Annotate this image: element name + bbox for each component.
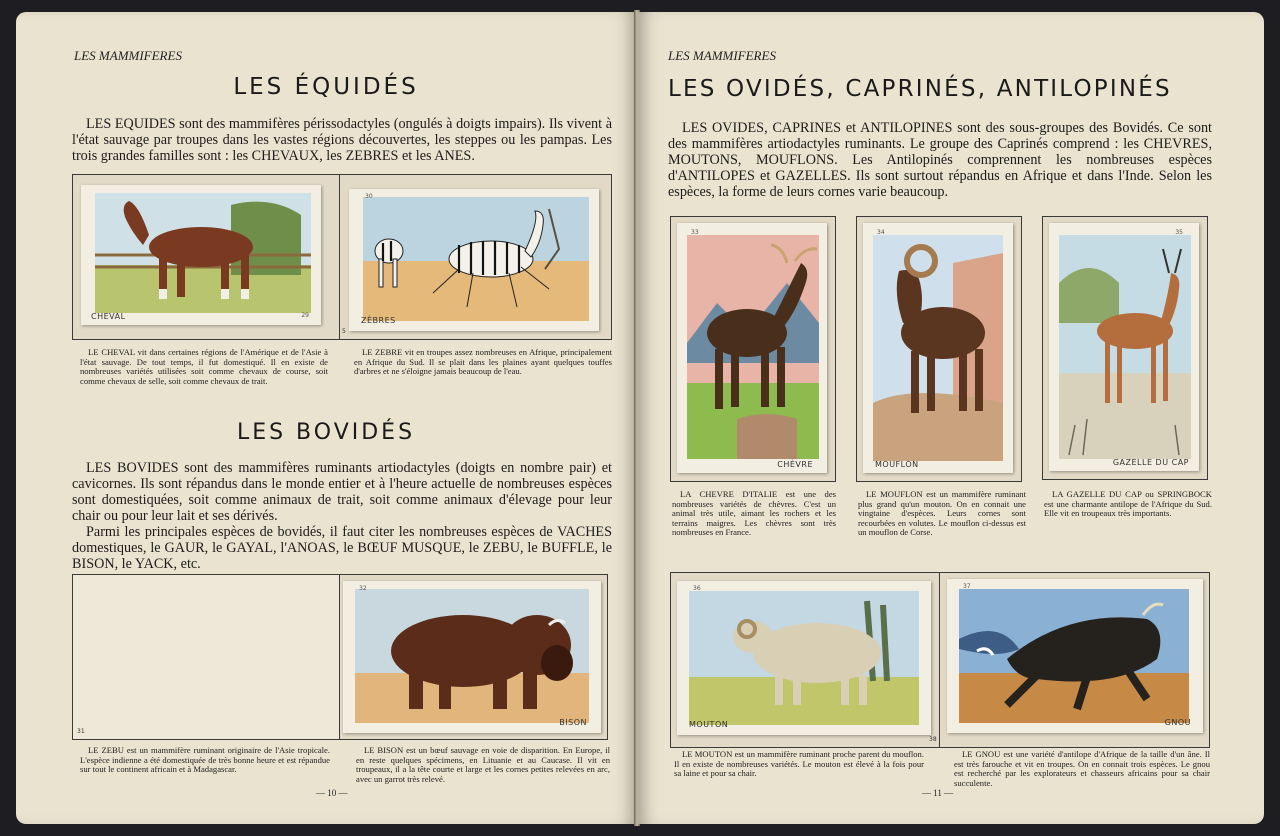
card-label-chevre: CHÈVRE — [777, 460, 813, 469]
caption-zebre: LE ZEBRE vit en troupes assez nombreuses en Afrique, principalement en Afrique du Sud. Il se plait dans les plaines ayant quelques touffes d'arbres et ne s'éloigne jamais beaucoup de l'eau. — [354, 347, 612, 377]
zebres-illustration — [349, 189, 599, 331]
page-number-left: — 10 — — [316, 788, 348, 798]
card-gnou — [947, 579, 1203, 733]
card-number-mouflon: 34 — [877, 229, 885, 236]
card-cheval — [81, 185, 321, 325]
slot-number-zebu: 31 — [77, 728, 85, 735]
card-label-cheval: CHEVAL — [91, 312, 126, 321]
image-frame-mouton-gnou — [670, 572, 1210, 748]
running-head: LES MAMMIFERES — [74, 48, 182, 63]
card-chevre — [677, 223, 827, 473]
slot-number-zebres: 5 — [342, 328, 346, 335]
intro-equides: LES EQUIDES sont des mammifères périssodactyles (ongulés à doigts impairs). Ils vivent à l'état sauvage par troupes dans les vastes régions découvertes, les steppes ou les pampas. Les trois grandes familles sont : les CHEVAUX, les ZEBRES et les ANES. — [72, 116, 612, 164]
card-number-gazelle: 35 — [1175, 229, 1183, 236]
section-title-ovides: LES OVIDÉS, CAPRINÉS, ANTILOPINÉS — [668, 76, 1172, 102]
gazelle-illustration — [1049, 223, 1199, 471]
card-number-gnou: 37 — [963, 583, 971, 590]
card-label-mouflon: MOUFLON — [875, 460, 919, 469]
card-mouflon — [863, 223, 1013, 473]
section-title-equides: LES ÉQUIDÉS — [233, 74, 419, 100]
card-gazelle — [1049, 223, 1199, 471]
card-label-gazelle: GAZELLE DU CAP — [1112, 458, 1189, 467]
card-zebres — [349, 189, 599, 331]
caption-cheval: LE CHEVAL vit dans certaines régions de l'Amérique et de l'Asie à l'état sauvage. De tout temps, il fut domestiqué. Il en existe de nombreuses variétés utilisées soit comme chevaux de course, soit comme chevaux de selle, soit comme chevaux de trait. — [80, 347, 328, 386]
section-title-bovides: LES BOVIDÉS — [236, 420, 416, 445]
card-number-mouton: 36 — [693, 585, 701, 592]
running-head: LES MAMMIFERES — [668, 48, 776, 63]
cheval-illustration — [81, 185, 321, 325]
caption-mouflon: LE MOUFLON est un mammifère ruminant plus grand qu'un mouton. On en connait une vingtaine d'espèces. Leurs cornes sont recourbées en volutes. Le mouflon ci-dessus est un mouflon de Corse. — [858, 489, 1026, 538]
empty-slot-zebu — [73, 575, 339, 739]
page-number-right: — 11 — — [922, 788, 954, 798]
card-number-cheval: 29 — [301, 312, 309, 319]
card-number-bison: 32 — [359, 585, 367, 592]
caption-gnou: LE GNOU est une variété d'antilope d'Afrique de la taille d'un âne. Il est très farouche et vit en troupes. On en connait trois espèces. Le gnou est recherché par les explorateurs et chasseurs africains pour sa chair succulente. — [954, 749, 1210, 788]
mouflon-illustration — [863, 223, 1013, 473]
caption-mouton: LE MOUTON est un mammifère ruminant proche parent du mouflon. Il en existe de nombreuses variétés. Le mouton est élevé à la fois pour sa laine et pour sa chair. — [674, 749, 924, 779]
intro-bovides: LES BOVIDES sont des mammifères ruminants artiodactyles (doigts en nombre pair) et cavicornes. Ils sont répandus dans le monde entier et à l'heure actuelle de nombreuses espèces sont domestiquées, soit comme animaux de trait, soit comme animaux d'élevage pour leur chair ou pour leur lait et ses dérivés. Parmi les principales espèces de bovidés, il faut citer les nombreuses espèces de VACHES domestiques, le GAUR, le GAYAL, l'ANOAS, le BŒUF MUSQUE, le ZEBU, le BUFFLE, le BISON, le YACK, etc. — [72, 460, 612, 572]
mouton-illustration — [677, 581, 931, 735]
caption-chevre: LA CHEVRE D'ITALIE est une des nombreuses variétés de chèvres. C'est un animal très utile, aimant les rochers et les terrains maigres. Les chèvres sont très nombreuses en France. — [672, 489, 836, 538]
frame-mouflon — [856, 216, 1022, 482]
card-label-gnou: GNOU — [1164, 718, 1191, 727]
chevre-illustration — [677, 223, 827, 473]
frame-gazelle — [1042, 216, 1208, 480]
image-frame-bovides — [72, 574, 608, 740]
bison-illustration — [343, 581, 601, 733]
card-mouton — [677, 581, 931, 735]
gnou-illustration — [947, 579, 1203, 733]
card-label-mouton: MOUTON — [689, 720, 729, 729]
slot-number-mouton: 38 — [929, 736, 937, 743]
card-number-zebres: 30 — [365, 193, 373, 200]
frame-chevre — [670, 216, 836, 482]
caption-bison: LE BISON est un bœuf sauvage en voie de disparition. En Europe, il en reste quelques spécimens, en Lituanie et au Caucase. Il vit en troupeaux, il a la tête courte et large et les cornes petites relevées en arc, avec un garrot très relevé. — [356, 745, 610, 784]
caption-gazelle: LA GAZELLE DU CAP ou SPRINGBOCK est une charmante antilope de l'Afrique du Sud. Elle vit en troupeaux très importants. — [1044, 489, 1212, 519]
card-bison — [343, 581, 601, 733]
right-page — [638, 12, 1264, 824]
left-page — [16, 12, 636, 824]
card-number-chevre: 33 — [691, 229, 699, 236]
image-frame-equides — [72, 174, 612, 340]
card-label-zebres: ZÈBRES — [361, 316, 396, 325]
card-label-bison: BISON — [559, 718, 587, 727]
caption-zebu: LE ZEBU est un mammifère ruminant originaire de l'Asie tropicale. L'espèce indienne a été domestiquée de très bonne heure et est répandue sur tout le continent africain et à Madagascar. — [80, 745, 330, 775]
intro-ovides: LES OVIDES, CAPRINES et ANTILOPINES sont des sous-groupes des Bovidés. Ce sont des mammifères artiodactyles ruminants. Le groupe des Caprinés comprend : les CHEVRES, MOUTONS, MOUFLONS. Les Antilopinés comprennent les nombreuses espèces d'ANTILOPES et GAZELLES. Ils sont surtout répandus en Afrique et dans l'Inde. Selon les espèces, la forme de leurs cornes varie beaucoup. — [668, 120, 1212, 200]
